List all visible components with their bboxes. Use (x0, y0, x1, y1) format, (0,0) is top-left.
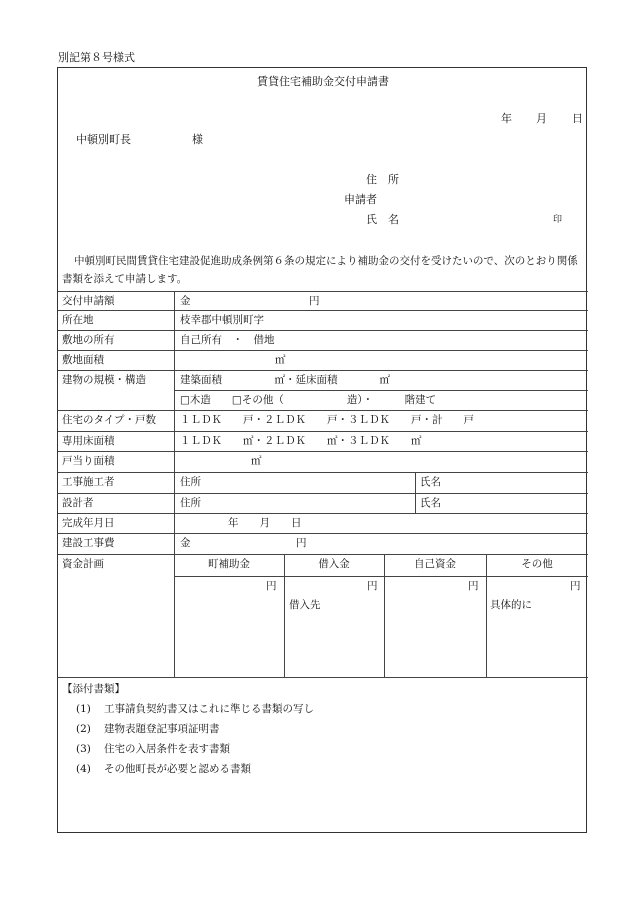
attachment-num: (3) (76, 743, 91, 755)
attachment-item: その他町長が必要と認める書類 (104, 763, 251, 775)
label-designer: 設計者 (62, 497, 94, 509)
attachment-num: (1) (76, 703, 91, 715)
structure-type[interactable]: □木造 □その他（ 造）・ 階建て (180, 394, 437, 406)
label-completion: 完成年月日 (62, 517, 115, 529)
seal-mark: 印 (553, 215, 563, 225)
form-title: 賃貸住宅補助金交付申請書 (257, 75, 389, 88)
designer-address-label[interactable]: 住所 (180, 497, 201, 509)
lender-label[interactable]: 借入先 (289, 599, 321, 611)
row-divider (58, 310, 588, 311)
row-divider (58, 472, 588, 473)
column-divider (486, 554, 487, 677)
date-year[interactable]: 年 (501, 112, 512, 125)
funding-header-subsidy: 町補助金 (208, 558, 250, 570)
row-divider (174, 390, 588, 391)
label-amount: 交付申請額 (62, 295, 115, 307)
floor-area[interactable]: １ＬＤＫ ㎡・２ＬＤＫ ㎡・３ＬＤＫ ㎡ (180, 435, 422, 447)
date-month[interactable]: 月 (536, 112, 547, 125)
date-day[interactable]: 日 (572, 112, 583, 125)
funding-other-yen[interactable]: 円 (570, 580, 581, 592)
label-cost: 建設工事費 (62, 537, 115, 549)
completion-date[interactable]: 年 月 日 (228, 517, 302, 529)
row-divider (58, 370, 588, 371)
row-divider (174, 576, 588, 577)
row-divider (58, 410, 588, 411)
cost-yen[interactable]: 円 (296, 537, 307, 549)
funding-own-yen[interactable]: 円 (468, 580, 479, 592)
applicant-name-label: 氏 名 (366, 213, 399, 226)
attachments-title: 【添付書類】 (62, 683, 125, 695)
site-owner-value[interactable]: 自己所有 ・ 借地 (180, 334, 275, 346)
label-floor: 専用床面積 (62, 435, 115, 447)
applicant-role-label: 申請者 (344, 193, 377, 206)
label-type: 住宅のタイプ・戸数 (62, 414, 156, 426)
label-site-area: 敷地面積 (62, 354, 104, 366)
row-divider (58, 554, 588, 555)
row-divider (58, 451, 588, 452)
cost-kin: 金 (180, 537, 191, 549)
attachment-num: (2) (76, 723, 91, 735)
row-divider (58, 513, 588, 514)
row-divider (58, 533, 588, 534)
column-divider (384, 554, 385, 677)
addressee-honorific: 様 (192, 133, 203, 146)
label-per-unit: 戸当り面積 (62, 455, 115, 467)
funding-subsidy-yen[interactable]: 円 (266, 580, 277, 592)
application-form (57, 67, 587, 833)
attachment-item: 建物表題登記事項証明書 (104, 723, 220, 735)
per-unit-area-unit[interactable]: ㎡ (251, 455, 262, 467)
funding-loan-yen[interactable]: 円 (367, 580, 378, 592)
amount-kin: 金 (180, 295, 191, 307)
addressee-town: 中頓別町長 (76, 133, 131, 146)
funding-header-other: その他 (521, 558, 553, 570)
structure-area[interactable]: 建築面積 ㎡・延床面積 ㎡ (180, 374, 390, 386)
builder-address-label[interactable]: 住所 (180, 476, 201, 488)
funding-header-own: 自己資金 (414, 558, 456, 570)
row-divider (58, 350, 588, 351)
funding-header-loan: 借入金 (318, 558, 350, 570)
site-area-unit[interactable]: ㎡ (275, 354, 286, 366)
column-divider (284, 554, 285, 677)
builder-name-label[interactable]: 氏名 (420, 476, 441, 488)
applicant-address-label: 住 所 (366, 173, 399, 186)
label-builder: 工事施工者 (62, 476, 115, 488)
location-value[interactable]: 枝幸郡中頓別町字 (180, 314, 264, 326)
concrete-label[interactable]: 具体的に (490, 599, 532, 611)
form-number-label: 別記第８号様式 (58, 51, 135, 64)
column-divider (415, 472, 416, 513)
attachment-item: 工事請負契約書又はこれに準じる書類の写し (104, 703, 314, 715)
amount-yen[interactable]: 円 (309, 295, 320, 307)
unit-type-count[interactable]: １ＬＤＫ 戸・２ＬＤＫ 戸・３ＬＤＫ 戸・計 戸 (180, 414, 474, 426)
label-structure: 建物の規模・構造 (62, 374, 146, 386)
row-divider (58, 493, 588, 494)
designer-name-label[interactable]: 氏名 (420, 497, 441, 509)
label-funding: 資金計画 (62, 558, 104, 570)
row-divider (58, 330, 588, 331)
label-location: 所在地 (62, 314, 94, 326)
attachment-item: 住宅の入居条件を表す書類 (104, 743, 230, 755)
column-divider (174, 291, 175, 677)
row-divider (58, 431, 588, 432)
row-divider (58, 291, 588, 292)
label-site-owner: 敷地の所有 (62, 334, 115, 346)
row-divider (58, 677, 588, 678)
attachment-num: (4) (76, 763, 91, 775)
intro-paragraph: 中頓別町民間賃貸住宅建設促進助成条例第６条の規定により補助金の交付を受けたいので、次のとおり関係書類を添えて申請します。 (62, 255, 578, 285)
